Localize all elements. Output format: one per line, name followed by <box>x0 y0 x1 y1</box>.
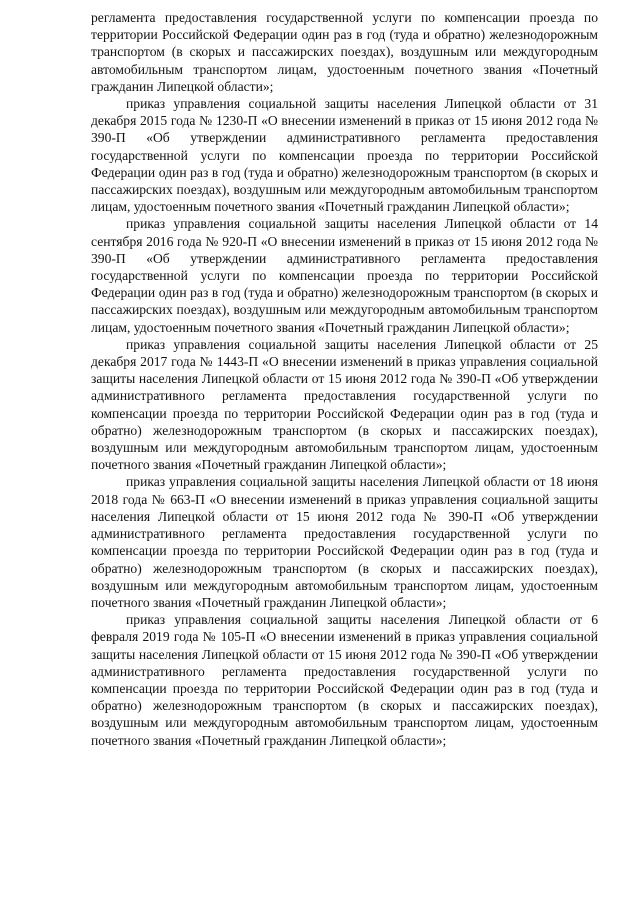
paragraph-order-105-p: приказ управления социальной защиты населения Липецкой области от 6 февраля 2019 года № 105-П «О внесении изменений в приказ управления социальной защиты населения Липецкой области от 15 июня 2012 года № 390-П «Об утверждении административного регламента предоставления государственной услуги по компенсации проезда по территории Российской Федерации один раз в год (туда и обратно) железнодорожным транспортом (в скорых и пассажирских поездах), воздушным или междугородным автомобильным транспортом лицам, удостоенным почетного звания «Почетный гражданин Липецкой области»; <box>91 612 598 748</box>
paragraph-continuation: регламента предоставления государственной услуги по компенсации проезда по территории Российской Федерации один раз в год (туда и обратно) железнодорожным транспортом (в скорых и пассажирских поездах), воздушным или междугородным автомобильным транспортом лицам, удостоенным почетного звания «Почетный гражданин Липецкой области»; <box>91 10 598 94</box>
paragraph-order-920-p: приказ управления социальной защиты населения Липецкой области от 14 сентября 2016 года № 920-П «О внесении изменений в приказ от 15 июня 2012 года № 390-П «Об утверждении административного регламента предоставления государственной услуги по компенсации проезда по территории Российской Федерации один раз в год (туда и обратно) железнодорожным транспортом (в скорых и пассажирских поездах), воздушным или междугородным автомобильным транспортом лицам, удостоенным почетного звания «Почетный гражданин Липецкой области»; <box>91 216 598 335</box>
paragraph-order-663-p: приказ управления социальной защиты населения Липецкой области от 18 июня 2018 года № 663-П «О внесении изменений в приказ управления социальной защиты населения Липецкой области от 15 июня 2012 года № 390-П «Об утверждении административного регламента предоставления государственной услуги по компенсации проезда по территории Российской Федерации один раз в год (туда и обратно) железнодорожным транспортом (в скорых и пассажирских поездах), воздушным или междугородным автомобильным транспортом лицам, удостоенным почетного звания «Почетный гражданин Липецкой области»; <box>91 474 598 610</box>
document-page <box>91 9 598 749</box>
paragraph-order-1443-p: приказ управления социальной защиты населения Липецкой области от 25 декабря 2017 года № 1443-П «О внесении изменений в приказ управления социальной защиты населения Липецкой области от 15 июня 2012 года № 390-П «Об утверждении административного регламента предоставления государственной услуги по компенсации проезда по территории Российской Федерации один раз в год (туда и обратно) железнодорожным транспортом (в скорых и пассажирских поездах), воздушным или междугородным автомобильным транспортом лицам, удостоенным почетного звания «Почетный гражданин Липецкой области»; <box>91 336 598 473</box>
paragraph-order-1230-p: приказ управления социальной защиты населения Липецкой области от 31 декабря 2015 года № 1230-П «О внесении изменений в приказ от 15 июня 2012 года № 390-П «Об утверждении административного регламента предоставления государственной услуги по компенсации проезда по территории Российской Федерации один раз в год (туда и обратно) железнодорожным транспортом (в скорых и пассажирских поездах), воздушным или междугородным автомобильным транспортом лицам, удостоенным почетного звания «Почетный гражданин Липецкой области»; <box>91 96 598 215</box>
